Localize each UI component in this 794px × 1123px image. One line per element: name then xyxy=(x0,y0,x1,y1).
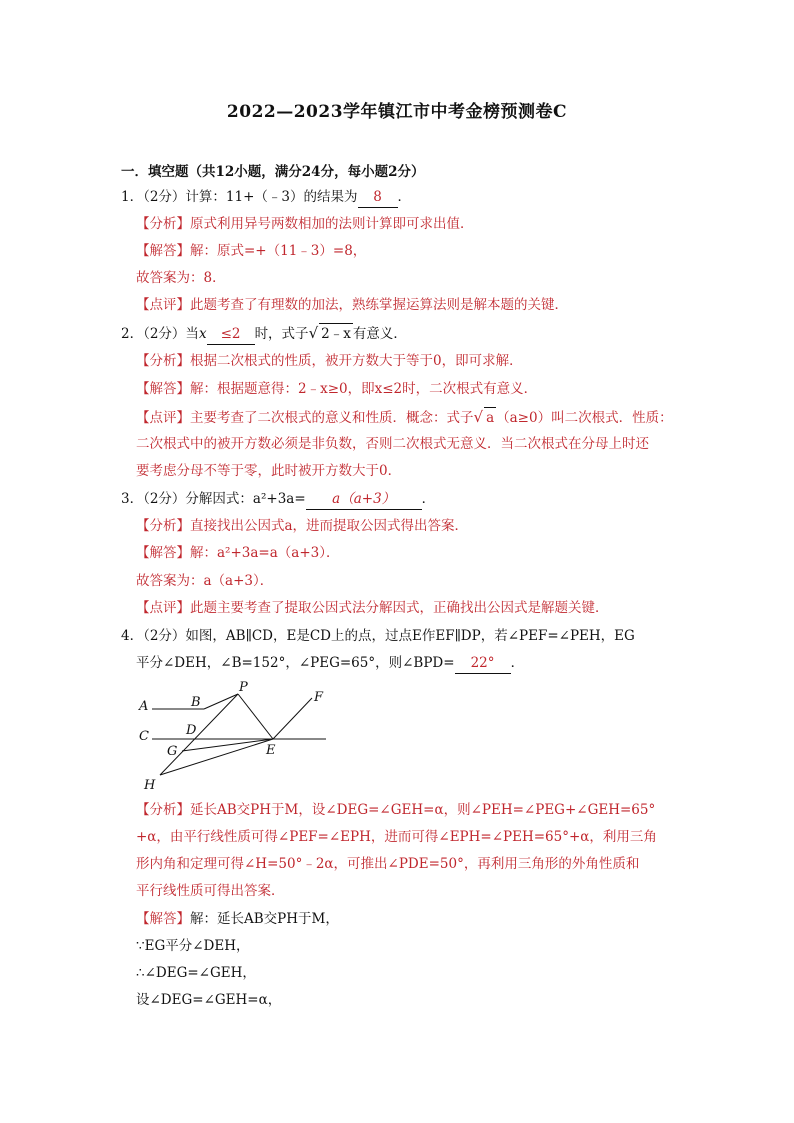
question-1-final-answer: 故答案为：8． xyxy=(136,270,226,286)
question-4-analysis-line4: 平行线性质可得出答案． xyxy=(136,883,285,899)
segment-pe xyxy=(238,694,273,739)
question-2-analysis: 【分析】根据二次根式的性质，被开方数大于等于0，即可求解． xyxy=(136,353,523,369)
question-3-comment: 【点评】此题主要考查了提取公因式法分解因式，正确找出公因式是解题关键． xyxy=(136,600,609,616)
label-e: E xyxy=(266,743,276,758)
geometry-figure xyxy=(134,678,334,796)
page-title: 2022—2023学年镇江市中考金榜预测卷C xyxy=(226,102,568,122)
section-heading: 一．填空题（共12小题，满分24分，每小题2分） xyxy=(121,164,425,180)
question-4-solution-line3: ∴∠DEG=∠GEH， xyxy=(136,965,256,981)
label-a: A xyxy=(139,699,149,714)
question-2-comment-line3: 要考虑分母不等于零，此时被开方数大于0． xyxy=(136,463,402,479)
label-f: F xyxy=(314,690,324,705)
question-4-solution-line2: ∵EG平分∠DEH， xyxy=(136,938,250,954)
question-3-answer: a（a+3） xyxy=(306,489,422,510)
segment-ef xyxy=(273,698,312,739)
question-3-final-answer: 故答案为：a（a+3）． xyxy=(136,573,274,589)
label-d: D xyxy=(186,723,197,738)
question-2-stem: 2．（2分）当x ≤2 时，式子√ 2﹣x 有意义． xyxy=(121,323,407,345)
question-4-analysis-line2: +α，由平行线性质可得∠PEF=∠EPH，进而可得∠EPH=∠PEH=65°+α，利用三角 xyxy=(136,829,657,845)
label-h: H xyxy=(144,778,156,793)
question-4-analysis-line3: 形内角和定理可得∠H=50°﹣2α，可推出∠PDE=50°，再利用三角形的外角性质和 xyxy=(136,856,640,872)
question-4-solution-line4: 设∠DEG=∠GEH=α， xyxy=(136,992,282,1008)
question-1-analysis: 【分析】原式利用异号两数相加的法则计算即可求出值． xyxy=(136,216,474,232)
question-4-stem-line1: 4．（2分）如图，AB∥CD，E是CD上的点，过点E作EF∥DP，若∠PEF=∠PEH，EG xyxy=(121,628,635,644)
question-1-stem: 1．（2分）计算：11+（﹣3）的结果为 8 ． xyxy=(121,187,411,208)
sqrt-symbol: √ xyxy=(308,324,319,342)
question-4-stem-line2: 平分∠DEH，∠B=152°，∠PEG=65°，则∠BPD= 22° ． xyxy=(136,653,524,674)
question-1-comment: 【点评】此题考查了有理数的加法，熟练掌握运算法则是解本题的关键． xyxy=(136,297,568,313)
label-p: P xyxy=(239,680,248,695)
label-b: B xyxy=(191,695,201,710)
question-2-answer: ≤2 xyxy=(207,324,255,345)
question-1-solution: 【解答】解：原式=+（11﹣3）=8， xyxy=(136,243,367,259)
question-1-answer: 8 xyxy=(358,187,398,208)
question-3-solution: 【解答】解：a²+3a=a（a+3）． xyxy=(136,545,340,561)
question-4-solution-line1: 【解答】解：延长AB交PH于M， xyxy=(136,911,339,927)
label-c: C xyxy=(139,729,149,744)
question-2-radicand: 2﹣x xyxy=(319,323,353,344)
question-4-answer: 22° xyxy=(455,653,511,674)
question-4-analysis-line1: 【分析】延长AB交PH于M，设∠DEG=∠GEH=α，则∠PEH=∠PEG+∠GEH=65° xyxy=(136,802,656,818)
segment-bp xyxy=(204,694,238,709)
question-2-comment-line2: 二次根式中的被开方数必须是非负数，否则二次根式无意义．当二次根式在分母上时还 xyxy=(136,436,649,452)
question-3-stem: 3．（2分）分解因式：a²+3a= a（a+3） ． xyxy=(121,489,435,510)
segment-eg xyxy=(182,739,273,751)
question-2-comment: 【点评】主要考查了二次根式的意义和性质．概念：式子√ a （a≥0）叫二次根式．性质： xyxy=(136,408,673,426)
label-g: G xyxy=(167,744,178,759)
question-2-solution: 【解答】解：根据题意得：2﹣x≥0，即x≤2时，二次根式有意义． xyxy=(136,381,538,397)
question-3-analysis: 【分析】直接找出公因式a，进而提取公因式得出答案． xyxy=(136,518,469,534)
